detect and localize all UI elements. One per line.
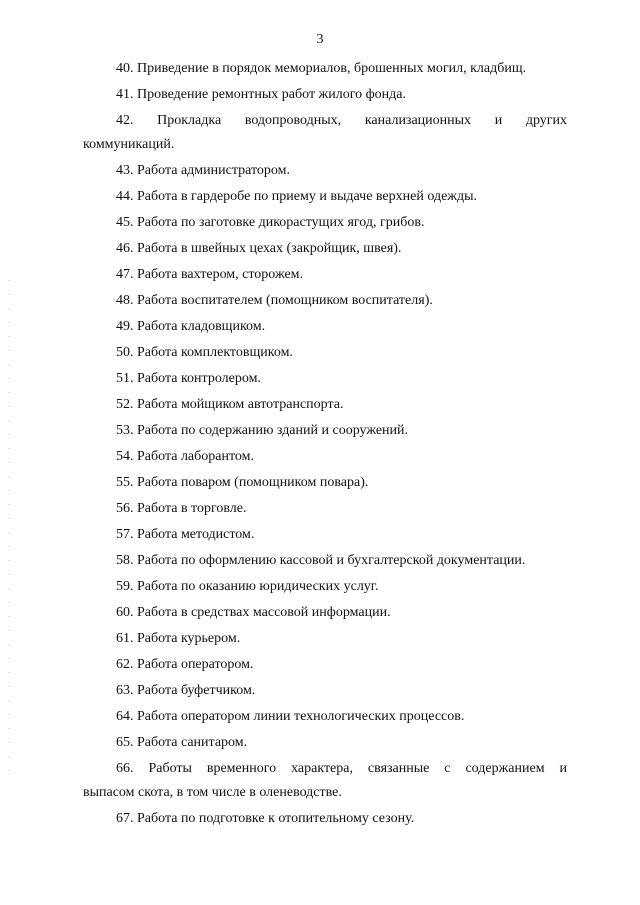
list-item-54: 54. Работа лаборантом.	[116, 449, 254, 464]
list-item-42	[83, 112, 567, 162]
list-item-61: 61. Работа курьером.	[116, 631, 241, 646]
work-list	[83, 60, 567, 836]
list-item-46: 46. Работа в швейных цехах (закройщик, швея).	[116, 241, 402, 256]
list-item-66	[83, 760, 567, 810]
list-item-51: 51. Работа контролером.	[116, 371, 261, 386]
list-item-40: 40. Приведение в порядок мемориалов, брошенных могил, кладбищ.	[116, 61, 527, 76]
list-item-42-line2: коммуникаций.	[83, 137, 175, 152]
list-item-42-line1: 42. Прокладка водопроводных, канализационных и других	[116, 113, 567, 128]
list-item-62: 62. Работа оператором.	[116, 657, 254, 672]
list-item-52: 52. Работа мойщиком автотранспорта.	[116, 397, 344, 412]
list-item-49: 49. Работа кладовщиком.	[116, 319, 266, 334]
list-item-44: 44. Работа в гардеробе по приему и выдаче верхней одежды.	[116, 189, 477, 204]
list-item-47: 47. Работа вахтером, сторожем.	[116, 267, 304, 282]
list-item-48: 48. Работа воспитателем (помощником воспитателя).	[116, 293, 433, 308]
list-item-53: 53. Работа по содержанию зданий и сооружений.	[116, 423, 409, 438]
list-item-64: 64. Работа оператором линии технологических процессов.	[116, 709, 465, 724]
list-item-57: 57. Работа методистом.	[116, 527, 255, 542]
list-item-60: 60. Работа в средствах массовой информации.	[116, 605, 391, 620]
page-number: 3	[316, 32, 324, 47]
list-item-43: 43. Работа администратором.	[116, 163, 290, 178]
list-item-67: 67. Работа по подготовке к отопительному сезону.	[116, 811, 415, 826]
list-item-55: 55. Работа поваром (помощником повара).	[116, 475, 369, 490]
list-item-50: 50. Работа комплектовщиком.	[116, 345, 293, 360]
list-item-65: 65. Работа санитаром.	[116, 735, 248, 750]
scan-margin-artifact	[8, 280, 10, 780]
list-item-45: 45. Работа по заготовке дикорастущих ягод, грибов.	[116, 215, 425, 230]
list-item-58: 58. Работа по оформлению кассовой и бухгалтерской документации.	[116, 553, 526, 568]
list-item-41: 41. Проведение ремонтных работ жилого фонда.	[116, 87, 407, 102]
list-item-56: 56. Работа в торговле.	[116, 501, 247, 516]
list-item-59: 59. Работа по оказанию юридических услуг.	[116, 579, 379, 594]
list-item-63: 63. Работа буфетчиком.	[116, 683, 256, 698]
list-item-66-line2: выпасом скота, в том числе в оленеводстве.	[83, 785, 342, 800]
list-item-66-line1: 66. Работы временного характера, связанные с содержанием и	[116, 761, 567, 776]
